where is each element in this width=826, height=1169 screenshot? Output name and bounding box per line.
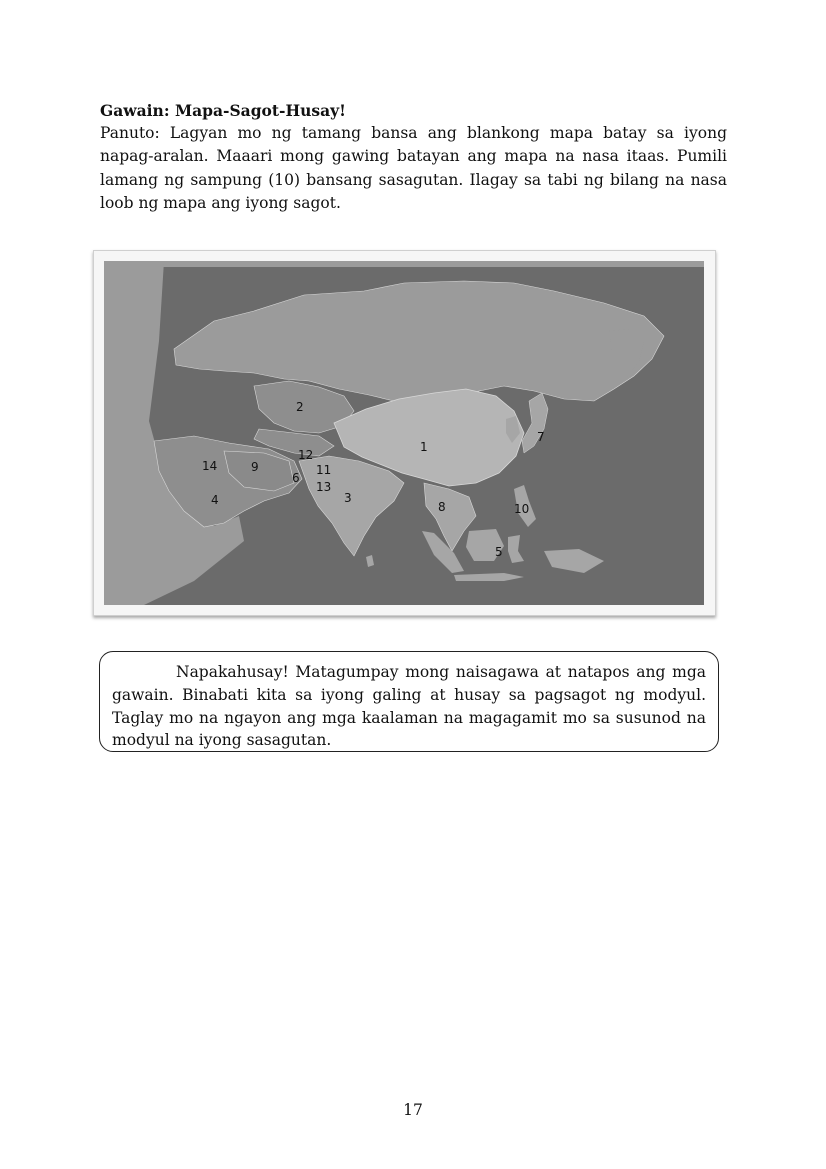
map-label-13: 13 xyxy=(316,480,332,494)
map-label-11: 11 xyxy=(316,463,332,477)
map-label-8: 8 xyxy=(438,500,446,514)
map-label-12: 12 xyxy=(298,448,314,462)
map-label-1: 1 xyxy=(420,440,428,454)
congratulations-box xyxy=(99,651,719,752)
congratulations-text: Napakahusay! Matagumpay mong naisagawa at natapos ang mga gawain. Binabati kita sa iyong galing at husay sa pagsagot ng modyul. Taglay mo na ngayon ang mga kaalaman na magagamit mo sa susunod na modyul na iyong sasagutan. xyxy=(112,663,706,750)
activity-instructions: Panuto: Lagyan mo ng tamang bansa ang blankong mapa batay sa iyong napag-aralan. Maaari mong gawing batayan ang mapa na nasa itaas. Pumili lamang ng sampung (10) bansang sasagutan. Ilagay sa tabi ng bilang na nasa loob ng mapa ang iyong sagot. xyxy=(100,124,727,213)
map-label-14: 14 xyxy=(202,459,218,473)
activity-title: Gawain: Mapa-Sagot-Husay! xyxy=(100,101,346,120)
map-label-9: 9 xyxy=(251,460,259,474)
map-label-5: 5 xyxy=(495,545,503,559)
map-label-4: 4 xyxy=(211,493,219,507)
map-background-land xyxy=(104,261,704,267)
map-label-6: 6 xyxy=(292,471,300,485)
map-label-7: 7 xyxy=(537,430,545,444)
map-label-10: 10 xyxy=(514,502,530,516)
map-label-2: 2 xyxy=(296,400,304,414)
asia-map-frame xyxy=(93,250,716,616)
map-label-3: 3 xyxy=(344,491,352,505)
page-number: 17 xyxy=(403,1101,423,1119)
asia-blank-map xyxy=(104,261,704,605)
